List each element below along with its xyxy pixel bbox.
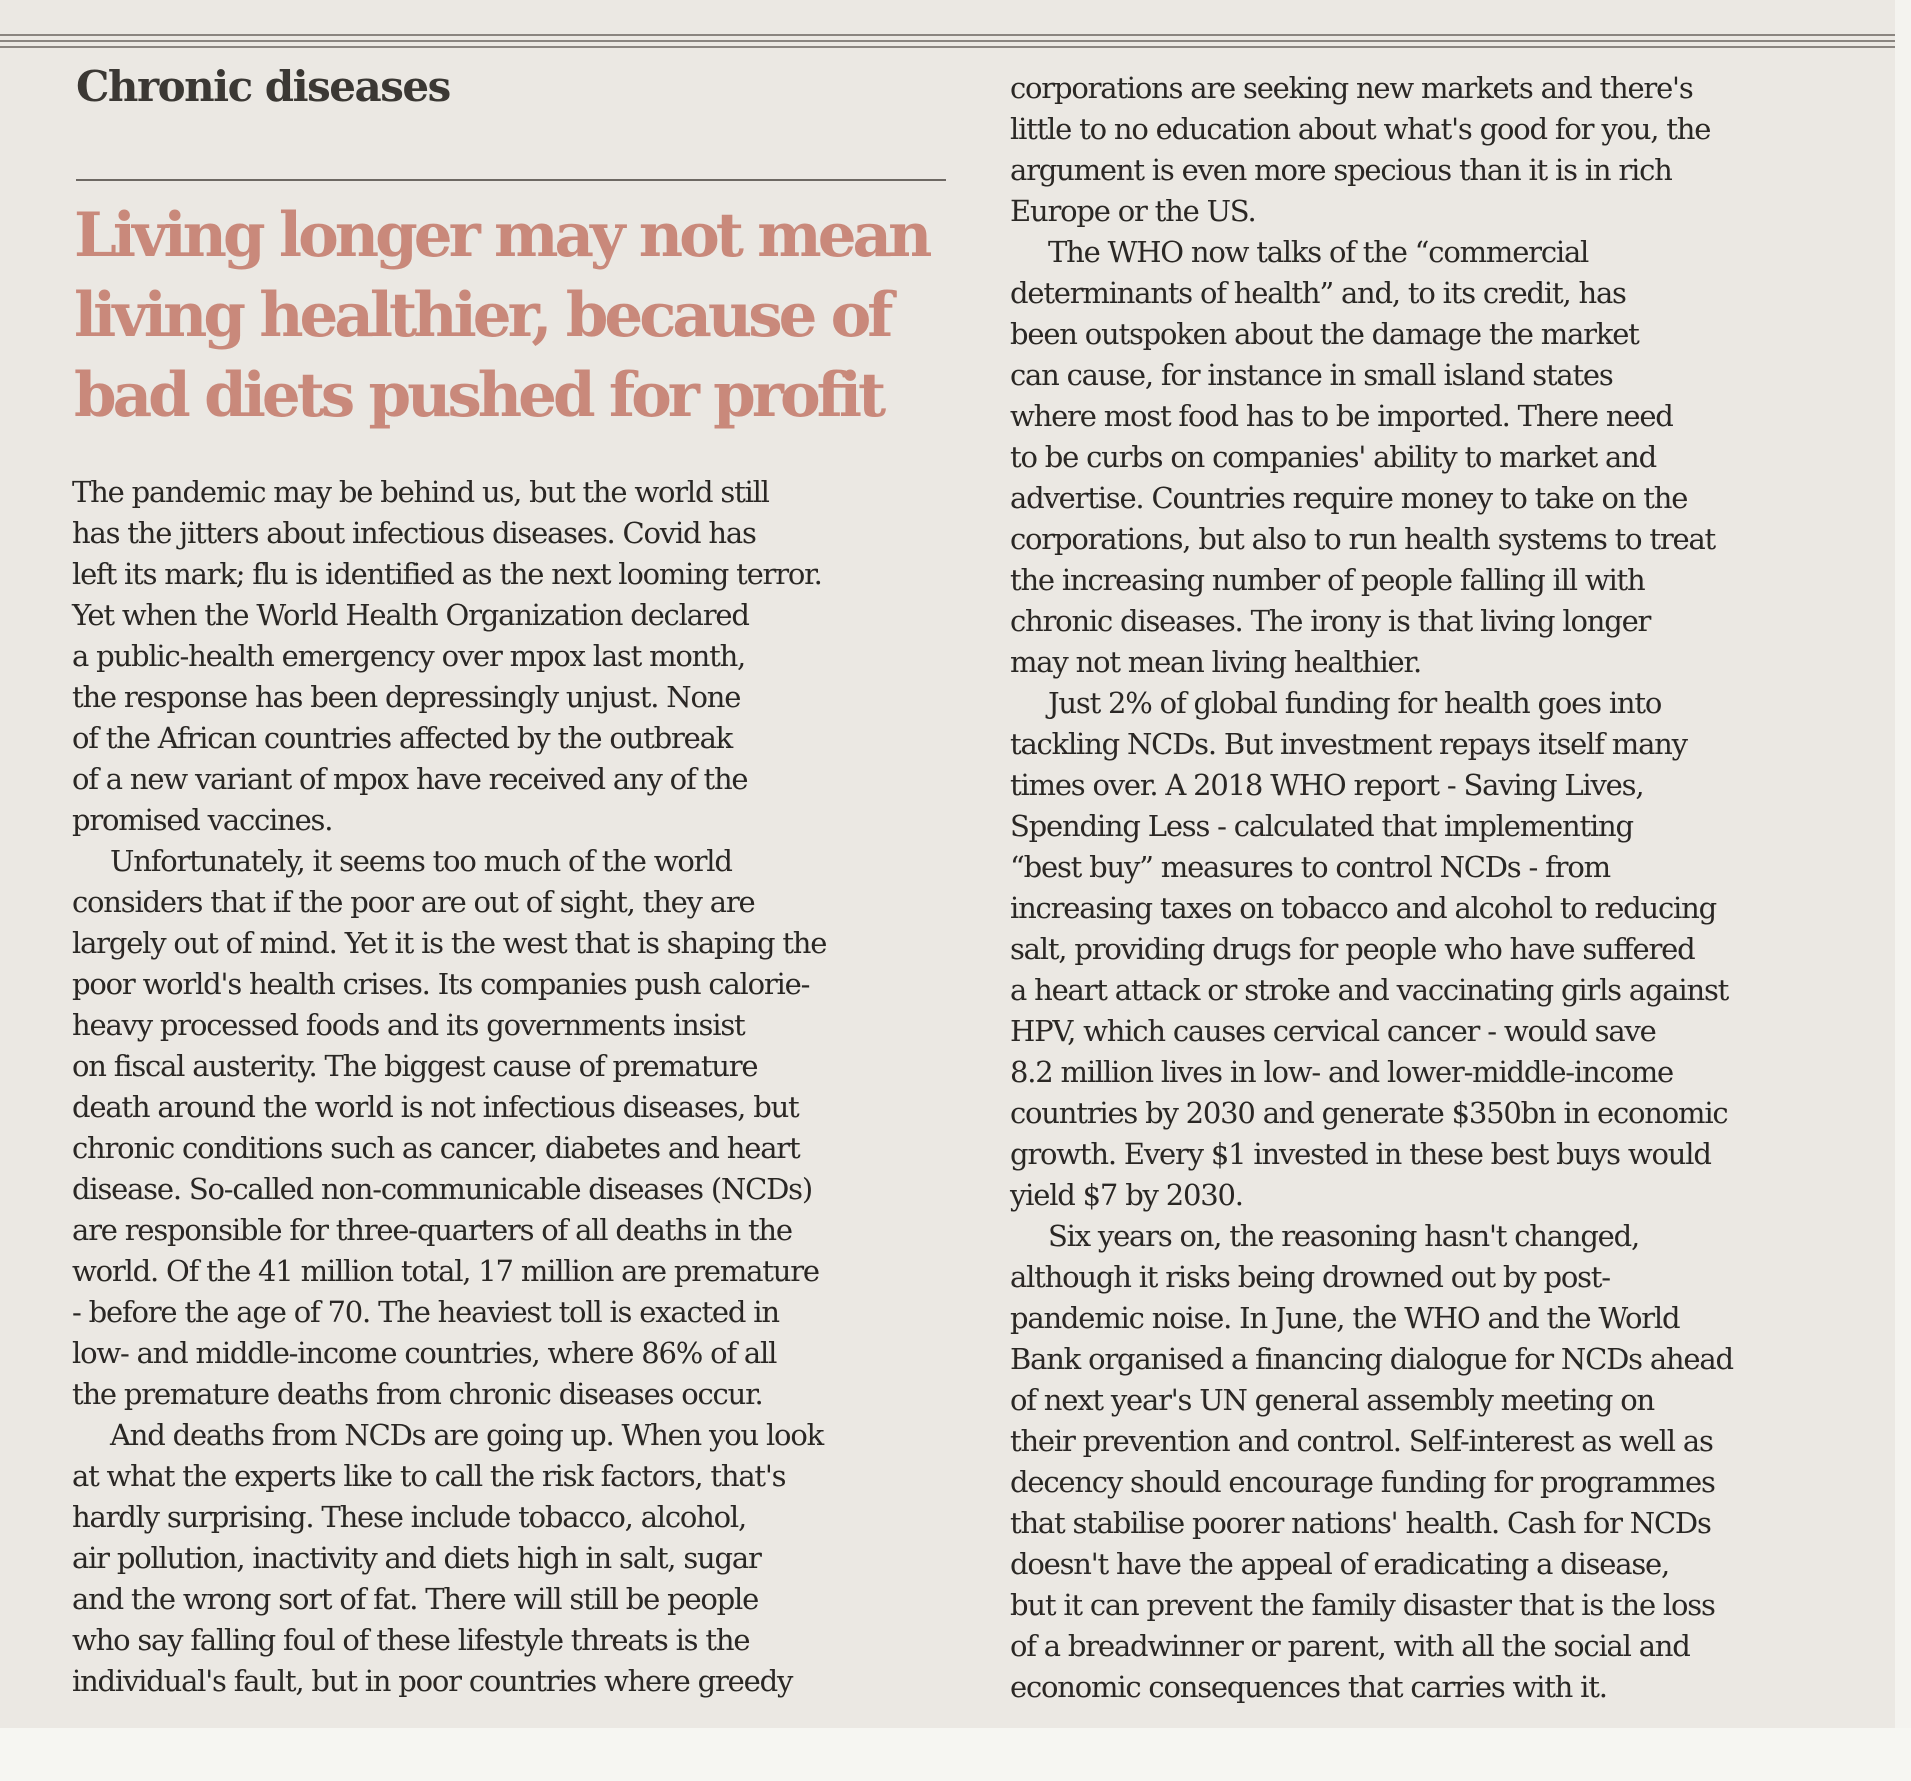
rule-line bbox=[0, 46, 1911, 48]
body-line: death around the world is not infectious diseases, but bbox=[72, 1090, 799, 1124]
body-line: of the African countries affected by the outbreak bbox=[72, 721, 733, 755]
body-line: individual's fault, but in poor countries where greedy bbox=[72, 1664, 793, 1698]
body-line: but it can prevent the family disaster that is the loss bbox=[1010, 1588, 1715, 1622]
body-line: on fiscal austerity. The biggest cause of premature bbox=[72, 1049, 758, 1083]
body-line: tackling NCDs. But investment repays itself many bbox=[1010, 727, 1687, 761]
body-line: who say falling foul of these lifestyle threats is the bbox=[72, 1623, 750, 1657]
body-line: countries by 2030 and generate $350bn in economic bbox=[1010, 1096, 1728, 1130]
body-line: chronic diseases. The irony is that living longer bbox=[1010, 604, 1651, 638]
body-line: corporations are seeking new markets and there's bbox=[1010, 71, 1693, 105]
body-line: Yet when the World Health Organization declared bbox=[72, 598, 749, 632]
body-line: that stabilise poorer nations' health. Cash for NCDs bbox=[1010, 1506, 1711, 1540]
body-line: a heart attack or stroke and vaccinating girls against bbox=[1010, 973, 1729, 1007]
body-line: to be curbs on companies' ability to market and bbox=[1010, 440, 1656, 474]
body-line: and the wrong sort of fat. There will still be people bbox=[72, 1582, 759, 1616]
body-line: left its mark; flu is identified as the next looming terror. bbox=[72, 557, 822, 591]
body-line: Unfortunately, it seems too much of the world bbox=[110, 844, 732, 878]
body-line: pandemic noise. In June, the WHO and the World bbox=[1010, 1301, 1680, 1335]
body-line: the increasing number of people falling ill with bbox=[1010, 563, 1645, 597]
body-line: may not mean living healthier. bbox=[1010, 645, 1421, 679]
body-line: has the jitters about infectious diseases. Covid has bbox=[72, 516, 756, 550]
body-line: times over. A 2018 WHO report - Saving Lives, bbox=[1010, 768, 1644, 802]
body-line: of a breadwinner or parent, with all the social and bbox=[1010, 1629, 1690, 1663]
body-line: a public-health emergency over mpox last month, bbox=[72, 639, 746, 673]
body-line: - before the age of 70. The heaviest toll is exacted in bbox=[72, 1295, 779, 1329]
body-line: promised vaccines. bbox=[72, 803, 333, 837]
headline bbox=[74, 196, 974, 436]
headline-line: Living longer may not mean bbox=[74, 200, 929, 271]
body-line: Six years on, the reasoning hasn't changed, bbox=[1048, 1219, 1640, 1253]
body-line: Spending Less - calculated that implementing bbox=[1010, 809, 1633, 843]
body-line: are responsible for three-quarters of all deaths in the bbox=[72, 1213, 792, 1247]
page-edge bbox=[1895, 0, 1911, 1781]
body-line: largely out of mind. Yet it is the west that is shaping the bbox=[72, 926, 827, 960]
body-line: decency should encourage funding for programmes bbox=[1010, 1465, 1715, 1499]
body-line: although it risks being drowned out by post- bbox=[1010, 1260, 1610, 1294]
body-line: heavy processed foods and its governments insist bbox=[72, 1008, 745, 1042]
body-line: And deaths from NCDs are going up. When you look bbox=[110, 1418, 823, 1452]
body-line: hardly surprising. These include tobacco, alcohol, bbox=[72, 1500, 747, 1534]
body-line: air pollution, inactivity and diets high in salt, sugar bbox=[72, 1541, 761, 1575]
body-line: increasing taxes on tobacco and alcohol to reducing bbox=[1010, 891, 1716, 925]
rule-line bbox=[0, 34, 1911, 36]
body-line: Europe or the US. bbox=[1010, 194, 1256, 228]
body-line: can cause, for instance in small island states bbox=[1010, 358, 1613, 392]
top-rules bbox=[0, 34, 1911, 50]
body-line: been outspoken about the damage the market bbox=[1010, 317, 1639, 351]
body-line: considers that if the poor are out of sight, they are bbox=[72, 885, 755, 919]
body-line: chronic conditions such as cancer, diabetes and heart bbox=[72, 1131, 800, 1165]
body-line: Bank organised a financing dialogue for NCDs ahead bbox=[1010, 1342, 1733, 1376]
body-line: world. Of the 41 million total, 17 million are premature bbox=[72, 1254, 819, 1288]
body-line: determinants of health” and, to its credit, has bbox=[1010, 276, 1626, 310]
body-line: argument is even more specious than it is in rich bbox=[1010, 153, 1672, 187]
body-line: The pandemic may be behind us, but the world still bbox=[72, 475, 769, 509]
body-line: of a new variant of mpox have received any of the bbox=[72, 762, 748, 796]
body-line: doesn't have the appeal of eradicating a disease, bbox=[1010, 1547, 1670, 1581]
body-line: yield $7 by 2030. bbox=[1010, 1178, 1243, 1212]
body-line: of next year's UN general assembly meeting on bbox=[1010, 1383, 1654, 1417]
body-line: 8.2 million lives in low- and lower-middle-income bbox=[1010, 1055, 1674, 1089]
body-line: growth. Every $1 invested in these best buys would bbox=[1010, 1137, 1711, 1171]
body-line: low- and middle-income countries, where 86% of all bbox=[72, 1336, 777, 1370]
section-label: Chronic diseases bbox=[76, 62, 450, 111]
body-line: The WHO now talks of the “commercial bbox=[1048, 235, 1589, 269]
right-column bbox=[1010, 68, 1870, 1708]
body-line: HPV, which causes cervical cancer - would save bbox=[1010, 1014, 1656, 1048]
body-line: Just 2% of global funding for health goes into bbox=[1048, 686, 1662, 720]
body-line: poor world's health crises. Its companies push calorie- bbox=[72, 967, 810, 1001]
body-line: corporations, but also to run health systems to treat bbox=[1010, 522, 1715, 556]
body-line: disease. So-called non-communicable diseases (NCDs) bbox=[72, 1172, 812, 1206]
body-line: economic consequences that carries with it. bbox=[1010, 1670, 1607, 1704]
headline-line: bad diets pushed for profit bbox=[74, 360, 883, 431]
body-line: “best buy” measures to control NCDs - from bbox=[1010, 850, 1610, 884]
headline-line: living healthier, because of bbox=[74, 280, 890, 351]
body-line: the premature deaths from chronic diseases occur. bbox=[72, 1377, 763, 1411]
body-line: advertise. Countries require money to take on the bbox=[1010, 481, 1688, 515]
body-line: little to no education about what's good for you, the bbox=[1010, 112, 1711, 146]
body-line: salt, providing drugs for people who have suffered bbox=[1010, 932, 1695, 966]
body-line: their prevention and control. Self-interest as well as bbox=[1010, 1424, 1713, 1458]
rule-line bbox=[0, 40, 1911, 42]
body-line: where most food has to be imported. There need bbox=[1010, 399, 1673, 433]
footer-margin bbox=[0, 1728, 1911, 1781]
body-line: the response has been depressingly unjust. None bbox=[72, 680, 741, 714]
body-line: at what the experts like to call the risk factors, that's bbox=[72, 1459, 786, 1493]
left-column bbox=[72, 472, 972, 1702]
headline-rule bbox=[76, 179, 946, 181]
